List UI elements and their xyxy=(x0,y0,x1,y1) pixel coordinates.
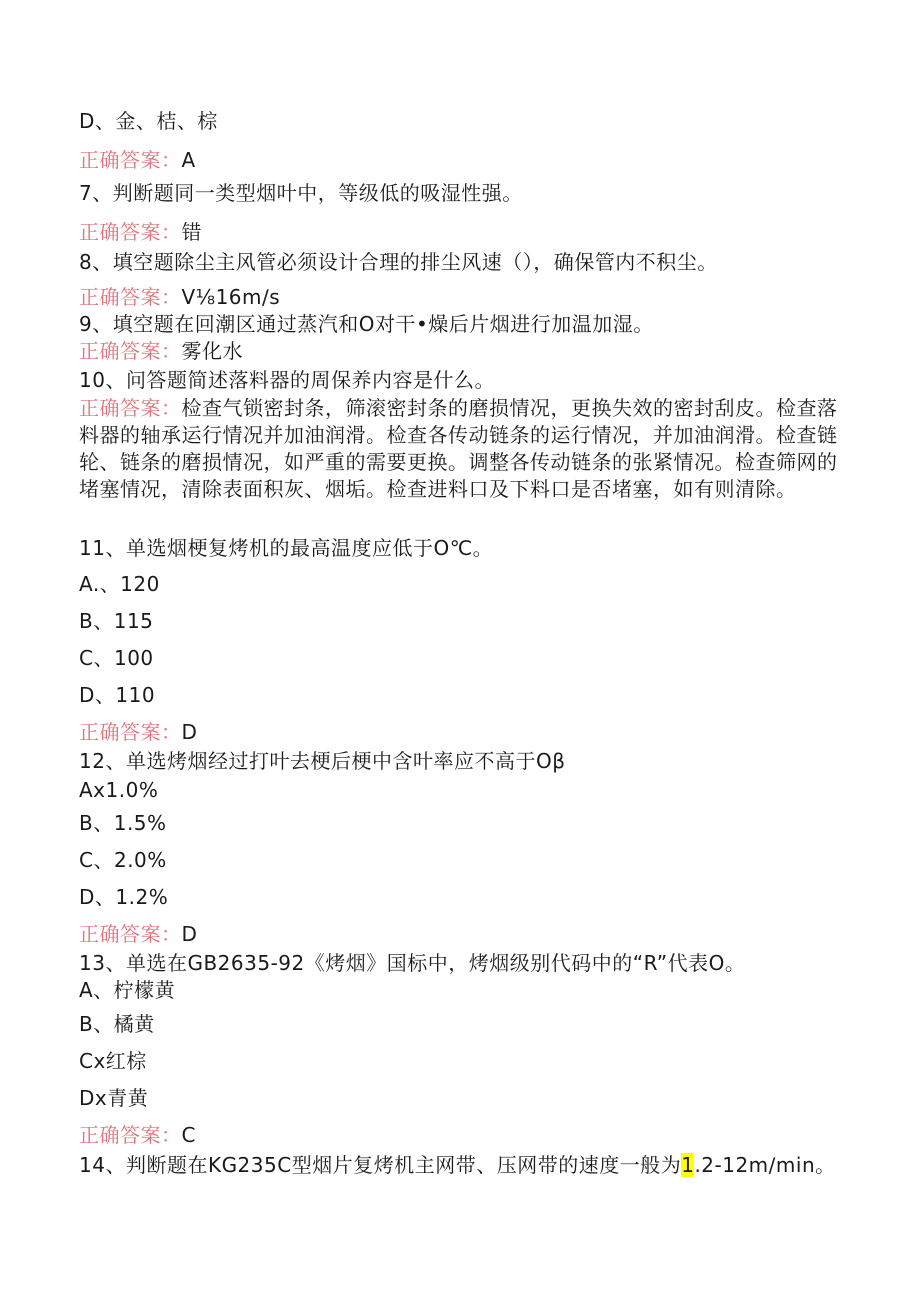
answer-value: 检查气锁密封条，筛滚密封条的磨损情况，更换失效的密封刮皮。检查落料器的轴承运行情况并加油润滑。检查各传动链条的运行情况，并加油润滑。检查链轮、链条的磨损情况，如严重的需要更换。调整各传动链条的张紧情况。检查筛网的堵塞情况，清除表面积灰、烟垢。检查进料口及下料口是否堵塞，如有则清除。 xyxy=(79,396,838,501)
option-d: D、1.2% xyxy=(79,885,169,909)
answer-line-6 xyxy=(79,147,196,174)
answer-label: 正确答案： xyxy=(79,285,182,309)
answer-label: 正确答案： xyxy=(79,1123,182,1147)
question-8: 8、填空题除尘主风管必须设计合理的排尘风速（），确保管内不积尘。 xyxy=(79,250,718,274)
highlighted-text: 1 xyxy=(681,1153,695,1177)
question-13: 13、单选在GB2635-92《烤烟》国标中，烤烟级别代码中的“R”代表O。 xyxy=(79,951,746,975)
answer-line-11 xyxy=(79,719,197,746)
option-d: D、110 xyxy=(79,683,156,707)
option-c: C、2.0% xyxy=(79,848,167,872)
answer-line-7 xyxy=(79,219,202,246)
answer-value: C xyxy=(181,1123,196,1147)
question-text: 14、判断题在KG235C型烟片复烤机主网带、压网带的速度一般为 xyxy=(79,1153,682,1177)
answer-value: A xyxy=(181,148,196,172)
answer-value: V⅛16m∕s xyxy=(181,285,281,309)
option-a: Ax1.0% xyxy=(79,778,159,802)
option-d: Dx青黄 xyxy=(79,1086,149,1110)
answer-label: 正确答案： xyxy=(79,922,182,946)
option-c: Cx红棕 xyxy=(79,1049,147,1073)
question-11: 11、单选烟梗复烤机的最高温度应低于O℃。 xyxy=(79,536,494,560)
answer-label: 正确答案： xyxy=(79,396,182,420)
answer-value: D xyxy=(181,720,198,744)
answer-label: 正确答案： xyxy=(79,339,182,363)
answer-label: 正确答案： xyxy=(79,148,182,172)
answer-value: D xyxy=(181,922,198,946)
option-a: A、柠檬黄 xyxy=(79,978,176,1002)
option-d-prev: D、金、桔、棕 xyxy=(79,109,218,133)
option-b: B、橘黄 xyxy=(79,1012,155,1036)
question-10: 10、问答题简述落料器的周保养内容是什么。 xyxy=(79,368,495,392)
answer-value: 错 xyxy=(181,220,202,244)
answer-label: 正确答案： xyxy=(79,720,182,744)
answer-line-10 xyxy=(79,395,839,503)
answer-line-13 xyxy=(79,1122,196,1149)
option-a: A.、120 xyxy=(79,572,160,596)
answer-line-9 xyxy=(79,338,243,365)
answer-line-8 xyxy=(79,284,280,311)
answer-line-12 xyxy=(79,921,197,948)
question-text-tail: .2-12m∕min。 xyxy=(694,1153,836,1177)
question-12: 12、单选烤烟经过打叶去梗后梗中含叶率应不高于Oβ xyxy=(79,749,566,773)
question-9: 9、填空题在回潮区通过蒸汽和O对干•燥后片烟进行加温加湿。 xyxy=(79,312,654,336)
answer-value: 雾化水 xyxy=(181,339,243,363)
option-b: B、115 xyxy=(79,609,154,633)
option-b: B、1.5% xyxy=(79,811,167,835)
option-c: C、100 xyxy=(79,646,154,670)
question-14 xyxy=(79,1152,836,1179)
question-7: 7、判断题同一类型烟叶中，等级低的吸湿性强。 xyxy=(79,181,523,205)
answer-label: 正确答案： xyxy=(79,220,182,244)
